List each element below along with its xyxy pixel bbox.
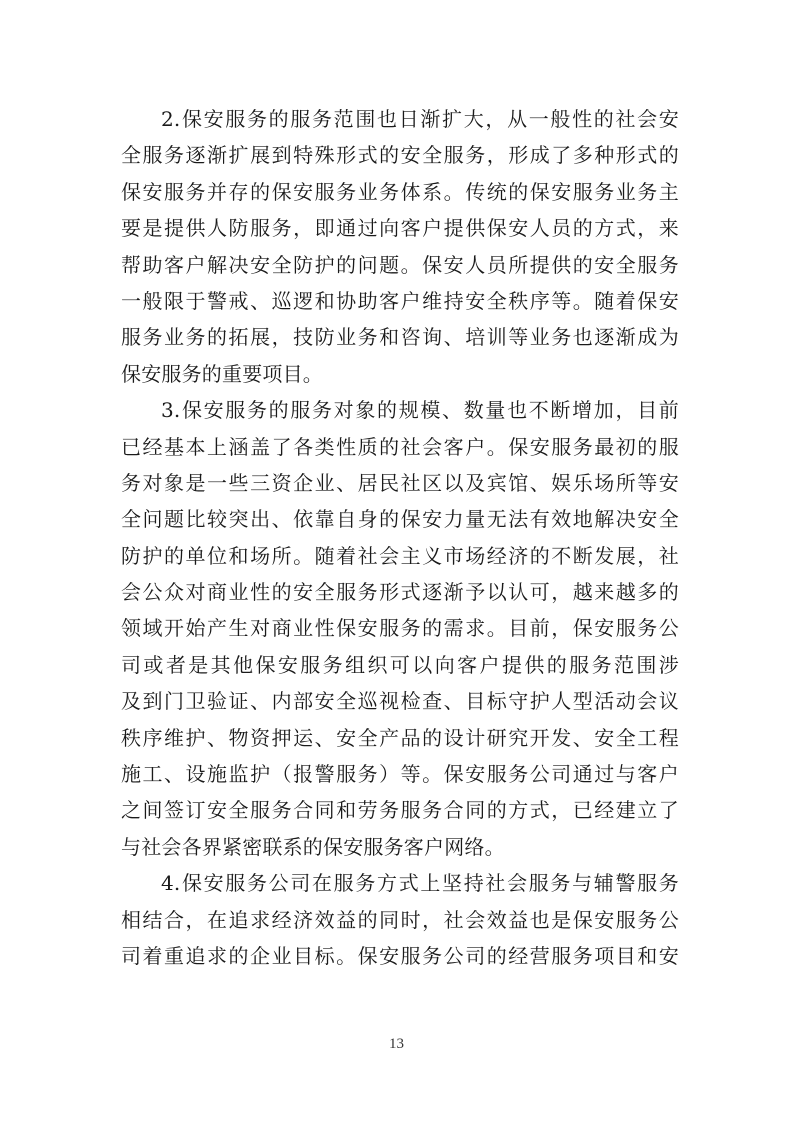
page-body: [121, 101, 679, 974]
text-line: 帮助客户解决安全防护的问题。保安人员所提供的安全服务: [121, 252, 679, 277]
text-line: 及到门卫验证、内部安全巡视检查、目标守护人型活动会议: [121, 689, 679, 714]
text-line: 施工、设施监护（报警服务）等。保安服务公司通过与客户: [121, 762, 679, 787]
text-line: 防护的单位和场所。随着社会主义市场经济的不断发展，社: [121, 543, 679, 568]
text-line: 4.保安服务公司在服务方式上坚持社会服务与辅警服务: [161, 871, 679, 896]
text-line: 已经基本上涵盖了各类性质的社会客户。保安服务最初的服: [121, 434, 679, 459]
page-number: 13: [389, 1036, 404, 1052]
text-line: 之间签订安全服务合同和劳务服务合同的方式，已经建立了: [121, 798, 679, 823]
text-line: 服务业务的拓展，技防业务和咨询、培训等业务也逐渐成为: [121, 325, 679, 350]
text-line: 全服务逐渐扩展到特殊形式的安全服务，形成了多种形式的: [121, 143, 679, 168]
text-line: 会公众对商业性的安全服务形式逐渐予以认可，越来越多的: [121, 580, 679, 605]
paragraph: [121, 865, 679, 974]
text-line: 要是提供人防服务，即通过向客户提供保安人员的方式，来: [121, 216, 679, 241]
text-line: 务对象是一些三资企业、居民社区以及宾馆、娱乐场所等安: [121, 470, 679, 495]
text-line: 司或者是其他保安服务组织可以向客户提供的服务范围涉: [121, 652, 679, 677]
text-line: 司着重追求的企业目标。保安服务公司的经营服务项目和安: [121, 943, 679, 968]
text-line: 相结合，在追求经济效益的同时，社会效益也是保安服务公: [121, 907, 679, 932]
text-line: 保安服务并存的保安服务业务体系。传统的保安服务业务主: [121, 179, 679, 204]
text-line: 领域开始产生对商业性保安服务的需求。目前，保安服务公: [121, 616, 679, 641]
text-line: 2.保安服务的服务范围也日渐扩大，从一般性的社会安: [161, 107, 679, 131]
paragraph: [121, 101, 679, 392]
text-line: 与社会各界紧密联系的保安服务客户网络。: [121, 834, 505, 859]
text-line: 3.保安服务的服务对象的规模、数量也不断增加，目前: [161, 398, 679, 423]
text-line: 保安服务的重要项目。: [121, 361, 323, 386]
paragraph: [121, 392, 679, 865]
text-line: 一般限于警戒、巡逻和协助客户维持安全秩序等。随着保安: [121, 288, 679, 313]
text-line: 全问题比较突出、依靠自身的保安力量无法有效地解决安全: [121, 507, 679, 532]
text-line: 秩序维护、物资押运、安全产品的设计研究开发、安全工程: [121, 725, 679, 750]
